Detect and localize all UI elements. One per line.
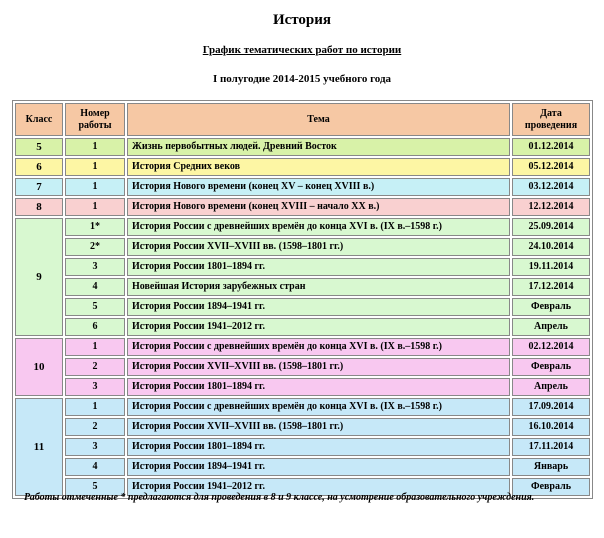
header-number: Номер работы bbox=[65, 103, 125, 136]
work-date: 12.12.2014 bbox=[512, 198, 590, 216]
table-row bbox=[15, 198, 590, 216]
work-date: 17.12.2014 bbox=[512, 278, 590, 296]
work-topic: История России XVII–XVIII вв. (1598–1801 гг.) bbox=[127, 418, 510, 436]
work-number: 1 bbox=[65, 138, 125, 156]
work-number: 3 bbox=[65, 258, 125, 276]
header-date: Дата проведения bbox=[512, 103, 590, 136]
work-date: 02.12.2014 bbox=[512, 338, 590, 356]
table-row bbox=[15, 238, 590, 256]
work-number: 2 bbox=[65, 418, 125, 436]
work-topic: История России 1801–1894 гг. bbox=[127, 258, 510, 276]
table-row bbox=[15, 298, 590, 316]
table-header-row bbox=[15, 103, 590, 136]
work-number: 1* bbox=[65, 218, 125, 236]
work-number: 3 bbox=[65, 438, 125, 456]
work-number: 1 bbox=[65, 398, 125, 416]
work-number: 5 bbox=[65, 478, 125, 496]
table-row bbox=[15, 218, 590, 236]
table-row bbox=[15, 158, 590, 176]
table-row bbox=[15, 318, 590, 336]
work-number: 1 bbox=[65, 338, 125, 356]
table-row bbox=[15, 438, 590, 456]
schedule-table bbox=[12, 100, 593, 499]
table-row bbox=[15, 398, 590, 416]
work-topic: Жизнь первобытных людей. Древний Восток bbox=[127, 138, 510, 156]
work-number: 1 bbox=[65, 178, 125, 196]
class-cell: 5 bbox=[15, 138, 63, 156]
work-date: Апрель bbox=[512, 378, 590, 396]
class-cell: 6 bbox=[15, 158, 63, 176]
work-number: 1 bbox=[65, 198, 125, 216]
class-cell: 11 bbox=[15, 398, 63, 496]
class-cell: 9 bbox=[15, 218, 63, 336]
work-topic: История России с древнейших времён до конца XVI в. (IX в.–1598 г.) bbox=[127, 218, 510, 236]
work-date: Апрель bbox=[512, 318, 590, 336]
work-date: 03.12.2014 bbox=[512, 178, 590, 196]
work-topic: История Нового времени (конец XV – конец XVIII в.) bbox=[127, 178, 510, 196]
table-row bbox=[15, 138, 590, 156]
work-date: 19.11.2014 bbox=[512, 258, 590, 276]
work-date: Февраль bbox=[512, 478, 590, 496]
work-date: Январь bbox=[512, 458, 590, 476]
class-cell: 8 bbox=[15, 198, 63, 216]
work-number: 2* bbox=[65, 238, 125, 256]
work-topic: История России XVII–XVIII вв. (1598–1801 гг.) bbox=[127, 358, 510, 376]
work-number: 2 bbox=[65, 358, 125, 376]
work-date: Февраль bbox=[512, 298, 590, 316]
work-topic: История России 1801–1894 гг. bbox=[127, 438, 510, 456]
work-topic: История Нового времени (конец XVIII – начало XX в.) bbox=[127, 198, 510, 216]
table-row bbox=[15, 458, 590, 476]
table-row bbox=[15, 358, 590, 376]
work-date: 25.09.2014 bbox=[512, 218, 590, 236]
header-class: Класс bbox=[15, 103, 63, 136]
work-date: 24.10.2014 bbox=[512, 238, 590, 256]
work-topic: История России 1941–2012 гг. bbox=[127, 478, 510, 496]
class-cell: 10 bbox=[15, 338, 63, 396]
header-topic: Тема bbox=[127, 103, 510, 136]
work-topic: История России 1941–2012 гг. bbox=[127, 318, 510, 336]
work-topic: История России XVII–XVIII вв. (1598–1801 гг.) bbox=[127, 238, 510, 256]
period-label: I полугодие 2014-2015 учебного года bbox=[212, 73, 392, 85]
work-date: 01.12.2014 bbox=[512, 138, 590, 156]
work-topic: История России с древнейших времён до конца XVI в. (IX в.–1598 г.) bbox=[127, 398, 510, 416]
table-row bbox=[15, 378, 590, 396]
work-date: 17.11.2014 bbox=[512, 438, 590, 456]
work-date: 16.10.2014 bbox=[512, 418, 590, 436]
schedule-subtitle: График тематических работ по истории bbox=[202, 44, 402, 56]
table-row bbox=[15, 278, 590, 296]
work-number: 3 bbox=[65, 378, 125, 396]
work-date: 17.09.2014 bbox=[512, 398, 590, 416]
work-date: Февраль bbox=[512, 358, 590, 376]
work-date: 05.12.2014 bbox=[512, 158, 590, 176]
work-topic: История Средних веков bbox=[127, 158, 510, 176]
page-title: История bbox=[272, 12, 332, 28]
footnote: Работы отмеченные * предлагаются для проведения в 8 и 9 классе, на усмотрение образовательного учреждения. bbox=[24, 492, 535, 503]
table-row bbox=[15, 258, 590, 276]
work-topic: История России с древнейших времён до конца XVI в. (IX в.–1598 г.) bbox=[127, 338, 510, 356]
work-number: 4 bbox=[65, 458, 125, 476]
work-number: 5 bbox=[65, 298, 125, 316]
table-row bbox=[15, 418, 590, 436]
work-topic: История России 1801–1894 гг. bbox=[127, 378, 510, 396]
work-topic: Новейшая История зарубежных стран bbox=[127, 278, 510, 296]
work-topic: История России 1894–1941 гг. bbox=[127, 298, 510, 316]
work-topic: История России 1894–1941 гг. bbox=[127, 458, 510, 476]
table-row bbox=[15, 338, 590, 356]
work-number: 1 bbox=[65, 158, 125, 176]
work-number: 4 bbox=[65, 278, 125, 296]
work-number: 6 bbox=[65, 318, 125, 336]
table-row bbox=[15, 178, 590, 196]
class-cell: 7 bbox=[15, 178, 63, 196]
